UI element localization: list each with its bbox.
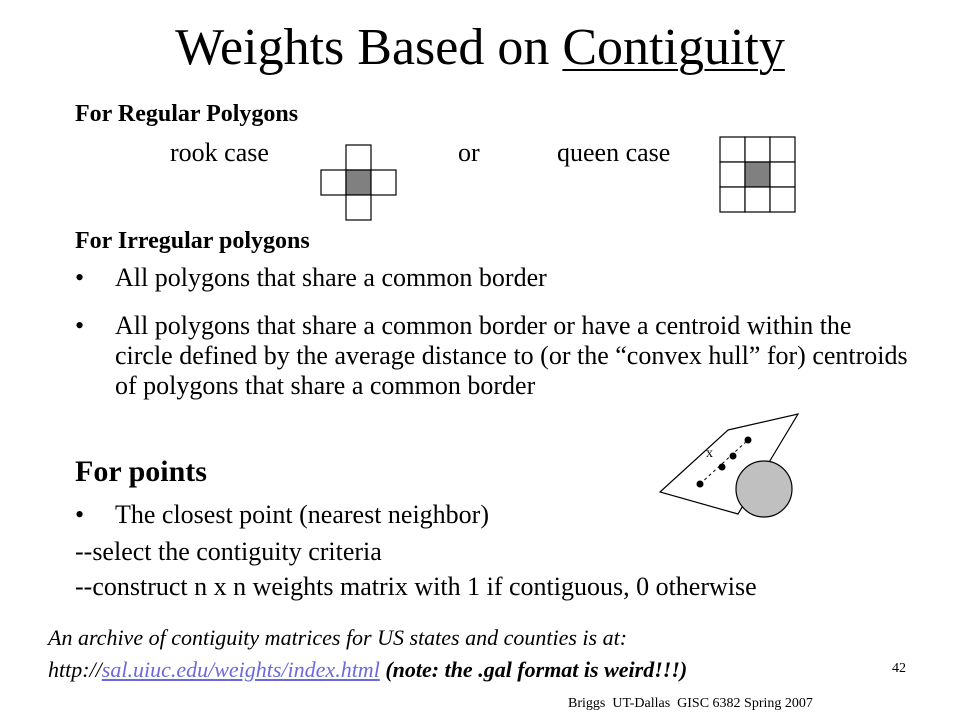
queen-case-label: queen case bbox=[557, 138, 671, 167]
nearest-neighbor-diagram bbox=[660, 412, 800, 524]
diagram-x-label: x bbox=[706, 446, 713, 461]
bullet-dot: • bbox=[75, 263, 85, 292]
archive-note-line1: An archive of contiguity matrices for US states and counties is at: bbox=[48, 625, 628, 650]
step-select-criteria: --select the contiguity criteria bbox=[75, 537, 382, 566]
archive-note-line2 bbox=[48, 656, 687, 684]
title-underlined-word: Contiguity bbox=[562, 19, 785, 76]
url-prefix: http:// bbox=[48, 657, 102, 682]
points-heading: For points bbox=[75, 455, 207, 488]
irregular-bullet-1: All polygons that share a common border bbox=[115, 263, 547, 292]
footer-credit: Briggs UT-Dallas GISC 6382 Spring 2007 bbox=[568, 696, 813, 711]
queen-case-diagram bbox=[719, 136, 797, 214]
bullet-dot: • bbox=[75, 500, 85, 529]
regular-polygons-heading: For Regular Polygons bbox=[75, 101, 299, 127]
archive-link[interactable]: sal.uiuc.edu/weights/index.html bbox=[101, 657, 380, 682]
bullet-dot: • bbox=[75, 311, 85, 340]
rook-case-label: rook case bbox=[170, 138, 269, 167]
step-construct-matrix: --construct n x n weights matrix with 1 if contiguous, 0 otherwise bbox=[75, 572, 757, 601]
irregular-polygons-heading: For Irregular polygons bbox=[75, 228, 310, 254]
page-number: 42 bbox=[892, 661, 906, 676]
title-prefix: Weights Based on bbox=[175, 19, 563, 76]
slide-title bbox=[0, 18, 960, 78]
irregular-bullet-2: All polygons that share a common border or have a centroid within the circle defined by the average distance to (or the “convex hull” for) centroids of polygons that share a common border bbox=[115, 311, 908, 400]
or-label: or bbox=[458, 138, 480, 167]
points-bullet: The closest point (nearest neighbor) bbox=[115, 500, 489, 529]
rook-case-diagram bbox=[320, 144, 398, 222]
gal-format-note: (note: the .gal format is weird!!!) bbox=[379, 657, 688, 682]
